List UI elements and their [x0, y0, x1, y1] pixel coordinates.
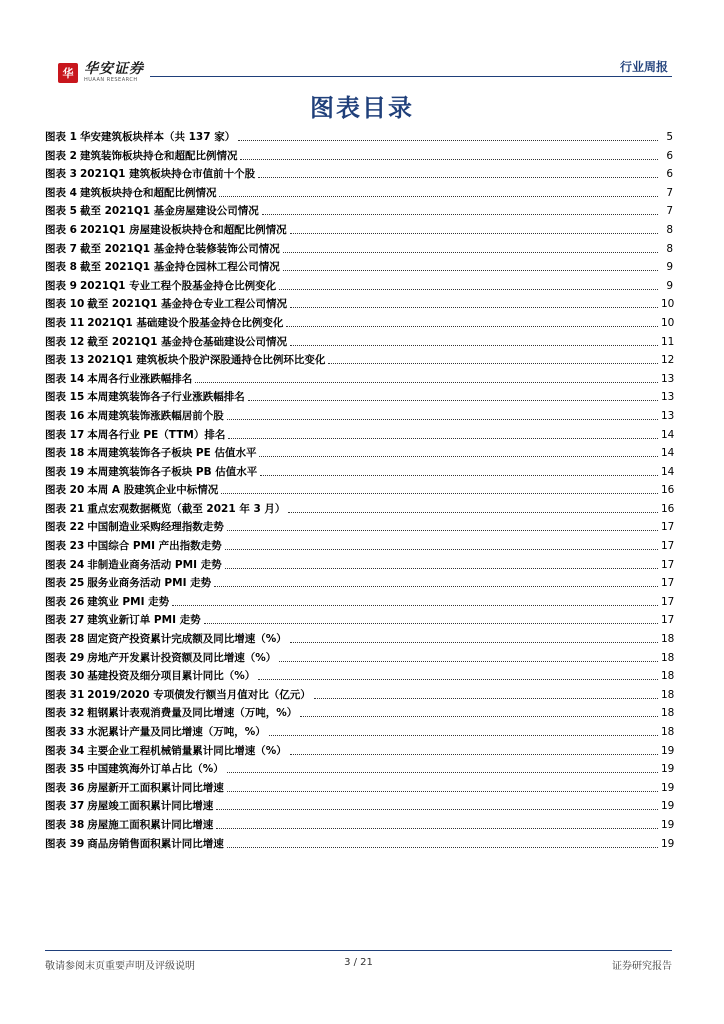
toc-entry[interactable]: [45, 648, 673, 667]
toc-entry[interactable]: [45, 462, 673, 481]
toc-entry-title: 非制造业商务活动 PMI 走势: [87, 558, 222, 571]
toc-entry[interactable]: [45, 276, 673, 295]
toc-leader-dots: [216, 797, 658, 810]
footer-page-number: 3 / 21: [344, 957, 373, 968]
toc-leader-dots: [228, 426, 658, 439]
logo-chinese-name: 华安证券: [84, 61, 144, 77]
toc-entry-page: 7: [666, 186, 673, 199]
toc-entry-title: 本周建筑装饰涨跌幅居前个股: [87, 409, 224, 422]
report-type-label: 行业周报: [619, 60, 668, 74]
toc-leader-dots: [259, 444, 658, 457]
toc-entry[interactable]: [45, 201, 673, 220]
toc-entry[interactable]: [45, 666, 673, 685]
toc-entry-label: 图表 10: [45, 298, 85, 311]
toc-entry-title: 截至 2021Q1 基金持仓装修装饰公司情况: [79, 242, 280, 255]
toc-entry-title: 截至 2021Q1 基金持仓基础建设公司情况: [87, 335, 288, 348]
toc-entry-page: 14: [661, 428, 675, 441]
toc-entry-page: 8: [666, 242, 673, 255]
toc-entry-label: 图表 9: [45, 279, 77, 292]
toc-entry[interactable]: [45, 332, 673, 351]
toc-entry-label: 图表 3: [45, 168, 77, 181]
toc-entry-page: 18: [661, 726, 675, 738]
toc-leader-dots: [221, 481, 658, 494]
toc-entry-label: 图表 20: [45, 484, 85, 497]
toc-entry-page: 16: [661, 502, 675, 515]
toc-entry-label: 图表 12: [45, 335, 85, 348]
toc-leader-dots: [262, 202, 658, 215]
toc-entry-title: 2019/2020 专项债发行额当月值对比（亿元）: [87, 688, 311, 701]
toc-entry-title: 截至 2021Q1 基金持仓专业工程公司情况: [87, 298, 288, 311]
toc-entry[interactable]: [45, 127, 673, 146]
footer-divider: [45, 950, 672, 951]
toc-entry-page: 19: [661, 781, 675, 794]
company-logo: [58, 62, 144, 83]
toc-entry-title: 本周各行业 PE（TTM）排名: [87, 428, 226, 441]
toc-leader-dots: [214, 574, 658, 587]
toc-leader-dots: [225, 537, 658, 550]
toc-entry[interactable]: [45, 629, 673, 648]
toc-entry-label: 图表 33: [45, 726, 85, 738]
toc-entry-title: 2021Q1 房屋建设板块持仓和超配比例情况: [79, 223, 287, 236]
toc-leader-dots: [288, 500, 658, 513]
toc-entry-title: 2021Q1 建筑板块持仓市值前十个股: [79, 168, 256, 181]
toc-entry-page: 13: [661, 372, 675, 385]
toc-entry[interactable]: [45, 387, 673, 406]
toc-leader-dots: [195, 370, 658, 383]
toc-leader-dots: [286, 314, 658, 327]
toc-entry[interactable]: [45, 834, 673, 853]
toc-entry-page: 12: [661, 354, 675, 367]
toc-leader-dots: [248, 388, 658, 401]
toc-leader-dots: [260, 463, 658, 476]
toc-entry[interactable]: [45, 741, 673, 760]
toc-entry-label: 图表 24: [45, 558, 85, 571]
toc-leader-dots: [219, 184, 658, 197]
toc-leader-dots: [290, 742, 658, 755]
toc-entry[interactable]: [45, 164, 673, 183]
toc-leader-dots: [204, 611, 658, 624]
toc-entry-label: 图表 23: [45, 540, 85, 553]
toc-entry-title: 建筑装饰板块持仓和超配比例情况: [79, 149, 238, 162]
toc-entry-page: 5: [666, 131, 673, 143]
toc-entry-page: 8: [666, 223, 673, 236]
toc-entry-page: 13: [661, 409, 675, 422]
toc-entry-page: 9: [666, 279, 673, 292]
toc-entry-title: 本周 A 股建筑企业中标情况: [87, 484, 219, 497]
toc-leader-dots: [290, 295, 658, 308]
toc-leader-dots: [328, 351, 658, 364]
toc-entry-title: 中国综合 PMI 产出指数走势: [87, 540, 222, 553]
toc-entry-page: 19: [661, 818, 675, 831]
table-of-figures: [45, 127, 673, 852]
toc-entry-label: 图表 19: [45, 465, 85, 478]
toc-entry-label: 图表 14: [45, 372, 85, 385]
toc-entry-label: 图表 6: [45, 223, 77, 236]
toc-entry-title: 本周建筑装饰各子板块 PE 估值水平: [87, 447, 257, 460]
toc-entry-page: 17: [661, 558, 675, 571]
toc-entry-label: 图表 11: [45, 316, 85, 329]
toc-entry[interactable]: [45, 239, 673, 258]
toc-entry-label: 图表 34: [45, 744, 85, 757]
toc-leader-dots: [283, 258, 658, 271]
toc-entry-label: 图表 25: [45, 577, 85, 590]
toc-entry-title: 本周各行业涨跌幅排名: [87, 372, 193, 385]
toc-leader-dots: [216, 816, 658, 829]
toc-entry-label: 图表 4: [45, 186, 77, 199]
toc-entry[interactable]: [45, 796, 673, 815]
toc-leader-dots: [279, 277, 658, 290]
toc-entry-page: 19: [661, 744, 675, 757]
toc-entry-title: 房地产开发累计投资额及同比增速（%）: [87, 651, 277, 664]
toc-entry-label: 图表 28: [45, 633, 85, 646]
logo-seal-icon: 华: [58, 63, 78, 83]
toc-entry[interactable]: [45, 350, 673, 369]
toc-leader-dots: [290, 221, 658, 234]
toc-entry-label: 图表 26: [45, 595, 85, 608]
toc-entry-page: 11: [661, 335, 675, 348]
toc-entry[interactable]: [45, 815, 673, 834]
toc-entry-page: 13: [661, 391, 675, 404]
toc-entry-title: 2021Q1 建筑板块个股沪深股通持仓比例环比变化: [87, 354, 326, 367]
footer-disclaimer: 敬请参阅末页重要声明及评级说明: [45, 961, 195, 972]
toc-entry-page: 10: [661, 316, 675, 329]
header-divider: [150, 76, 672, 77]
toc-entry-page: 19: [661, 763, 675, 776]
toc-entry-page: 18: [661, 688, 675, 701]
toc-entry-page: 6: [666, 168, 673, 181]
toc-entry-label: 图表 13: [45, 354, 85, 367]
toc-entry[interactable]: [45, 703, 673, 722]
toc-entry-title: 本周建筑装饰各子行业涨跌幅排名: [87, 391, 245, 404]
toc-entry[interactable]: [45, 610, 673, 629]
toc-entry-title: 中国制造业采购经理指数走势: [87, 521, 224, 534]
toc-leader-dots: [279, 649, 658, 662]
toc-entry-label: 图表 21: [45, 502, 85, 515]
page-footer: [45, 957, 672, 971]
toc-entry[interactable]: [45, 722, 673, 741]
toc-entry-page: 6: [666, 149, 673, 162]
toc-entry[interactable]: [45, 759, 673, 778]
toc-leader-dots: [258, 667, 658, 680]
footer-doc-type: 证券研究报告: [612, 961, 672, 972]
toc-entry[interactable]: [45, 778, 673, 797]
toc-entry-page: 18: [661, 707, 675, 720]
toc-entry-label: 图表 27: [45, 614, 85, 627]
toc-entry[interactable]: [45, 313, 673, 332]
toc-entry-label: 图表 31: [45, 688, 85, 701]
toc-entry-page: 19: [661, 837, 675, 850]
toc-entry-page: 16: [661, 484, 675, 497]
toc-leader-dots: [290, 333, 658, 346]
toc-entry[interactable]: [45, 685, 673, 704]
toc-leader-dots: [227, 835, 658, 848]
toc-entry-label: 图表 15: [45, 391, 85, 404]
toc-entry-page: 18: [661, 651, 675, 664]
toc-entry-title: 房屋竣工面积累计同比增速: [87, 800, 214, 813]
toc-entry-title: 商品房销售面积累计同比增速: [87, 837, 224, 850]
toc-entry-page: 18: [661, 670, 675, 683]
toc-entry[interactable]: [45, 443, 673, 462]
toc-leader-dots: [238, 128, 658, 141]
toc-entry-title: 截至 2021Q1 基金房屋建设公司情况: [79, 205, 259, 218]
toc-entry-label: 图表 38: [45, 818, 85, 831]
toc-leader-dots: [225, 556, 658, 569]
toc-leader-dots: [269, 723, 658, 736]
toc-entry-page: 14: [661, 465, 675, 478]
toc-entry[interactable]: [45, 517, 673, 536]
toc-entry-page: 17: [661, 595, 675, 608]
toc-entry-label: 图表 39: [45, 837, 85, 850]
toc-leader-dots: [227, 518, 658, 531]
toc-entry-label: 图表 37: [45, 800, 85, 813]
toc-leader-dots: [172, 593, 658, 606]
toc-entry-page: 9: [666, 261, 673, 274]
toc-entry[interactable]: [45, 220, 673, 239]
toc-entry-label: 图表 16: [45, 409, 85, 422]
toc-entry-title: 水泥累计产量及同比增速（万吨，%）: [87, 726, 266, 738]
toc-entry[interactable]: [45, 369, 673, 388]
toc-leader-dots: [227, 407, 658, 420]
toc-entry[interactable]: [45, 592, 673, 611]
toc-entry-title: 中国建筑海外订单占比（%）: [87, 763, 224, 776]
toc-entry-label: 图表 18: [45, 447, 85, 460]
toc-leader-dots: [300, 704, 658, 717]
toc-entry-label: 图表 8: [45, 261, 77, 274]
toc-entry[interactable]: [45, 257, 673, 276]
toc-entry[interactable]: [45, 499, 673, 518]
toc-entry-label: 图表 5: [45, 205, 77, 218]
page-title: 图表目录: [310, 94, 414, 122]
toc-entry-title: 华安建筑板块样本（共 137 家）: [79, 131, 236, 143]
toc-entry[interactable]: [45, 183, 673, 202]
toc-entry[interactable]: [45, 573, 673, 592]
toc-entry[interactable]: [45, 480, 673, 499]
toc-entry-title: 房屋新开工面积累计同比增速: [87, 781, 224, 794]
toc-entry-label: 图表 7: [45, 242, 77, 255]
toc-leader-dots: [240, 147, 658, 160]
toc-entry-title: 服务业商务活动 PMI 走势: [87, 577, 212, 590]
toc-entry-label: 图表 30: [45, 670, 85, 683]
toc-entry-title: 本周建筑装饰各子板块 PB 估值水平: [87, 465, 258, 478]
toc-entry-page: 7: [666, 205, 673, 218]
toc-entry-label: 图表 36: [45, 781, 85, 794]
toc-entry-page: 19: [661, 800, 675, 813]
toc-entry-title: 固定资产投资累计完成额及同比增速（%）: [87, 633, 287, 646]
toc-entry-page: 17: [661, 614, 675, 627]
page-header: [0, 0, 724, 95]
toc-leader-dots: [283, 240, 658, 253]
toc-leader-dots: [227, 779, 658, 792]
toc-entry[interactable]: [45, 536, 673, 555]
toc-entry-label: 图表 22: [45, 521, 85, 534]
toc-entry-title: 建筑板块持仓和超配比例情况: [79, 186, 217, 199]
toc-entry[interactable]: [45, 146, 673, 165]
toc-entry-page: 14: [661, 447, 675, 460]
logo-english-name: HUAAN RESEARCH: [84, 77, 138, 83]
toc-leader-dots: [290, 630, 658, 643]
toc-entry-title: 2021Q1 专业工程个股基金持仓比例变化: [79, 279, 277, 292]
toc-entry-label: 图表 32: [45, 707, 85, 720]
toc-entry-page: 17: [661, 521, 675, 534]
toc-entry[interactable]: [45, 294, 673, 313]
toc-leader-dots: [227, 760, 658, 773]
toc-entry[interactable]: [45, 406, 673, 425]
toc-entry-page: 17: [661, 577, 675, 590]
toc-entry-label: 图表 17: [45, 428, 85, 441]
toc-entry-label: 图表 35: [45, 763, 85, 776]
toc-entry-title: 主要企业工程机械销量累计同比增速（%）: [87, 744, 287, 757]
toc-entry-title: 截至 2021Q1 基金持仓园林工程公司情况: [79, 261, 280, 274]
toc-entry-label: 图表 29: [45, 651, 85, 664]
toc-entry-title: 建筑业新订单 PMI 走势: [87, 614, 201, 627]
toc-leader-dots: [258, 165, 658, 178]
toc-entry-page: 10: [661, 298, 675, 311]
toc-entry-title: 2021Q1 基础建设个股基金持仓比例变化: [87, 316, 284, 329]
toc-leader-dots: [314, 686, 658, 699]
toc-entry-label: 图表 2: [45, 149, 77, 162]
toc-entry-page: 18: [661, 633, 675, 646]
toc-entry-page: 17: [661, 540, 675, 553]
toc-entry-title: 建筑业 PMI 走势: [87, 595, 170, 608]
toc-entry-label: 图表 1: [45, 131, 77, 143]
toc-entry[interactable]: [45, 555, 673, 574]
toc-entry-title: 粗钢累计表观消费量及同比增速（万吨，%）: [87, 707, 298, 720]
logo-wordmark: [84, 62, 144, 83]
toc-entry-title: 基建投资及细分项目累计同比（%）: [87, 670, 256, 683]
toc-entry-title: 重点宏观数据概览（截至 2021 年 3 月）: [87, 502, 286, 515]
toc-entry[interactable]: [45, 425, 673, 444]
toc-entry-title: 房屋施工面积累计同比增速: [87, 818, 214, 831]
